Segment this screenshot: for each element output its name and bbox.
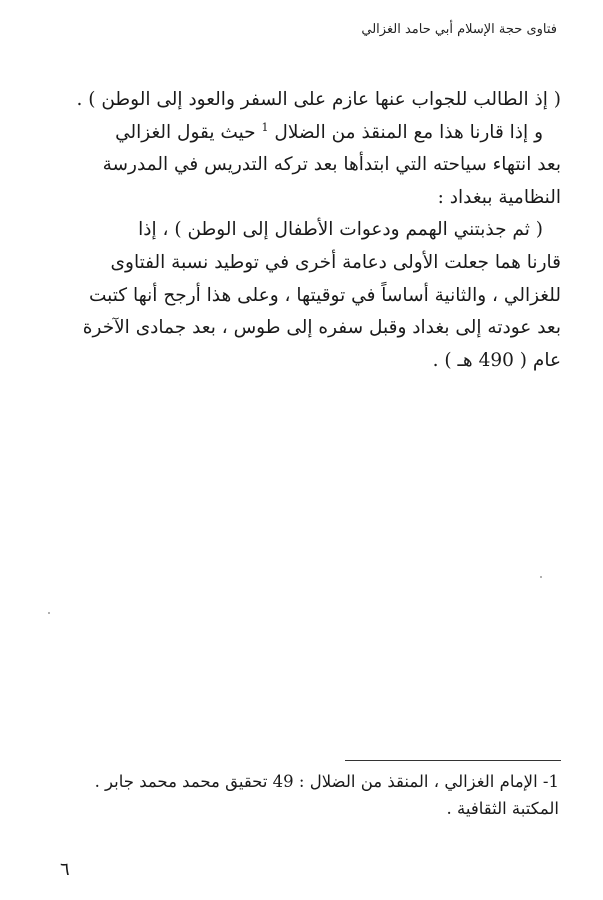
text-segment: و إذا قارنا هذا مع المنقذ من الضلال [274,121,543,143]
text-line: النظامية ببغداد : [437,186,561,208]
scan-speck [540,576,542,578]
text-line: للغزالي ، والثانية أساساً في توقيتها ، وعلى هذا أرجح أنها كتبت [88,284,561,306]
footnote-line: 1- الإمام الغزالي ، المنقذ من الضلال : 49 تحقيق محمد محمد جابر . [94,772,559,791]
page-number: ٦ [60,859,70,880]
text-line: ( ثم جذبتني الهمم ودعوات الأطفال إلى الوطن ) ، إذا [138,219,543,241]
running-head: فتاوى حجة الإسلام أبي حامد الغزالي [361,22,557,37]
footnote-separator [345,760,561,761]
paragraph-3 [40,214,561,377]
body-text [40,84,561,377]
paragraph-2 [40,117,561,215]
scan-speck [48,612,50,614]
text-segment: حيث يقول الغزالي [115,121,256,143]
text-line [40,117,561,150]
footnote-line: المكتبة الثقافية . [446,799,559,818]
footnote-marker: 1 [261,120,269,134]
footnote [40,768,559,822]
text-line: ( إذ الطالب للجواب عنها عازم على السفر والعود إلى الوطن ) . [76,89,561,110]
text-line: بعد عودته إلى بغداد وقبل سفره إلى طوس ، بعد جمادى الآخرة [82,317,561,339]
paragraph-1 [40,84,561,117]
text-line: عام ( 490 هـ ) . [432,349,561,371]
text-line: بعد انتهاء سياحته التي ابتدأها بعد تركه التدريس في المدرسة [102,154,561,176]
text-line: قارنا هما جعلت الأولى دعامة أخرى في توطيد نسبة الفتاوى [110,251,561,273]
